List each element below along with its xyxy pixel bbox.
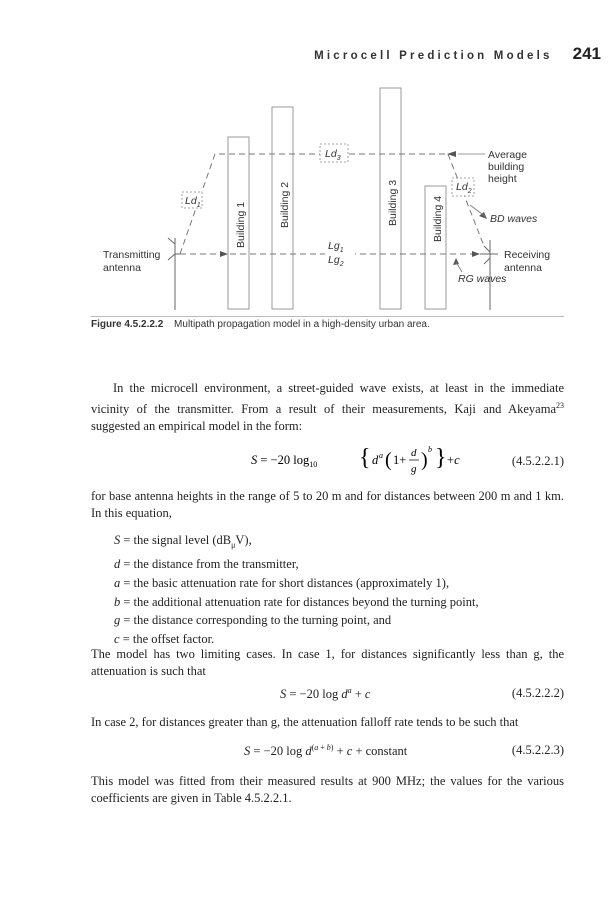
equation-3-number: (4.5.2.2.3) — [511, 743, 564, 757]
equation-1 — [91, 438, 564, 478]
lg1-label: $Lg_1$ — [328, 240, 344, 254]
svg-text:g: g — [411, 463, 417, 475]
transmitting-antenna-icon — [168, 238, 180, 310]
arrow-icon — [472, 251, 480, 257]
svg-text:a: a — [379, 451, 383, 460]
svg-text:d: d — [372, 453, 379, 467]
svg-text:}: } — [435, 445, 447, 471]
paragraph-2: for base antenna heights in the range of 5 to 20 m and for distances between 200 m and 1 km. In this equation, — [91, 489, 564, 520]
svg-text:b: b — [428, 445, 432, 454]
paragraph-3: The model has two limiting cases. In case 1, for distances significantly less than g, the attenuation is such that — [91, 647, 564, 678]
svg-text:d: d — [411, 447, 417, 459]
building-2-label: Building 2 — [279, 181, 291, 228]
avg-building-height-label-1: Average — [488, 149, 527, 161]
equation-1-formula — [251, 438, 551, 483]
arrow-icon — [453, 258, 459, 265]
definition-item: b = the additional attenuation rate for distances beyond the turning point, — [114, 594, 479, 609]
running-title: Microcell Prediction Models — [314, 50, 553, 62]
definition-item: d = the distance from the transmitter, — [114, 557, 299, 572]
transmitting-label: Transmitting — [103, 249, 161, 261]
equation-2-formula: S = −20 $\log d^a + c$ — [280, 686, 371, 702]
ld-path — [180, 154, 448, 254]
equation-3 — [91, 743, 564, 763]
svg-text:): ) — [421, 449, 428, 471]
paragraph-4: In case 2, for distances greater than g, the attenuation falloff rate tends to be such that — [91, 715, 519, 729]
lg2-label: $Lg_2$ — [328, 254, 344, 268]
ld1-label: $Ld_1$ — [185, 195, 201, 209]
ld2-label: $Ld_2$ — [456, 181, 472, 195]
svg-text:+c: +c — [447, 453, 460, 467]
transmitting-antenna-label: antenna — [103, 262, 141, 274]
definition-item: a = the basic attenuation rate for short distances (approximately 1), — [114, 575, 450, 590]
paragraph-5: This model was fitted from their measured results at 900 MHz; the values for the various coefficients are given in Table 4.5.2.2.1. — [91, 774, 564, 805]
ld3-label: $Ld_3$ — [325, 148, 341, 162]
svg-text:S = −20 log10: S = −20 $\log_{10}$ — [251, 453, 318, 469]
figure-caption-text: Multipath propagation model in a high-density urban area. — [174, 319, 430, 330]
figure-caption — [91, 319, 430, 330]
building-3-label: Building 3 — [387, 179, 399, 226]
definition-item: S = the signal level $(dB_\mu V)$, — [114, 533, 252, 550]
page-number: 241 — [572, 44, 601, 63]
equation-1-number: (4.5.2.2.1) — [511, 454, 564, 468]
building-1-label: Building 1 — [235, 201, 247, 248]
svg-text:1+: 1+ — [393, 453, 407, 467]
equation-2-number: (4.5.2.2.2) — [511, 686, 564, 700]
bd-waves-label: BD waves — [490, 213, 538, 225]
rg-waves-label: RG waves — [458, 273, 507, 285]
definition-list — [114, 531, 564, 649]
figure-number: Figure 4.5.2.2.2 — [91, 319, 164, 330]
definition-item: c = the offset factor. — [114, 632, 215, 647]
avg-building-height-label-2: building — [488, 161, 525, 173]
receiving-label: Receiving — [504, 249, 551, 261]
receiving-antenna-label: antenna — [504, 262, 542, 274]
arrow-icon — [220, 251, 228, 257]
caption-rule — [91, 316, 564, 317]
equation-2 — [91, 686, 564, 706]
equation-3-formula: S = −20 $\log d^{(a + b)} + c$ + constant — [244, 743, 408, 759]
paragraph-1: In the microcell environment, a street-guided wave exists, at least in the immediate vicinity of the transmitter. From a result of their measurements, Kaji and Akeyama$^{23}$ suggested an empirical model in the form: — [91, 381, 564, 434]
avg-building-height-label-3: height — [488, 173, 517, 185]
ld2-path — [448, 154, 484, 246]
definition-item: g = the distance corresponding to the turning point, and — [114, 613, 392, 628]
building-4-label: Building 4 — [432, 195, 444, 242]
svg-text:{: { — [359, 445, 371, 471]
multipath-figure — [0, 0, 613, 315]
svg-text:(: ( — [385, 449, 392, 471]
